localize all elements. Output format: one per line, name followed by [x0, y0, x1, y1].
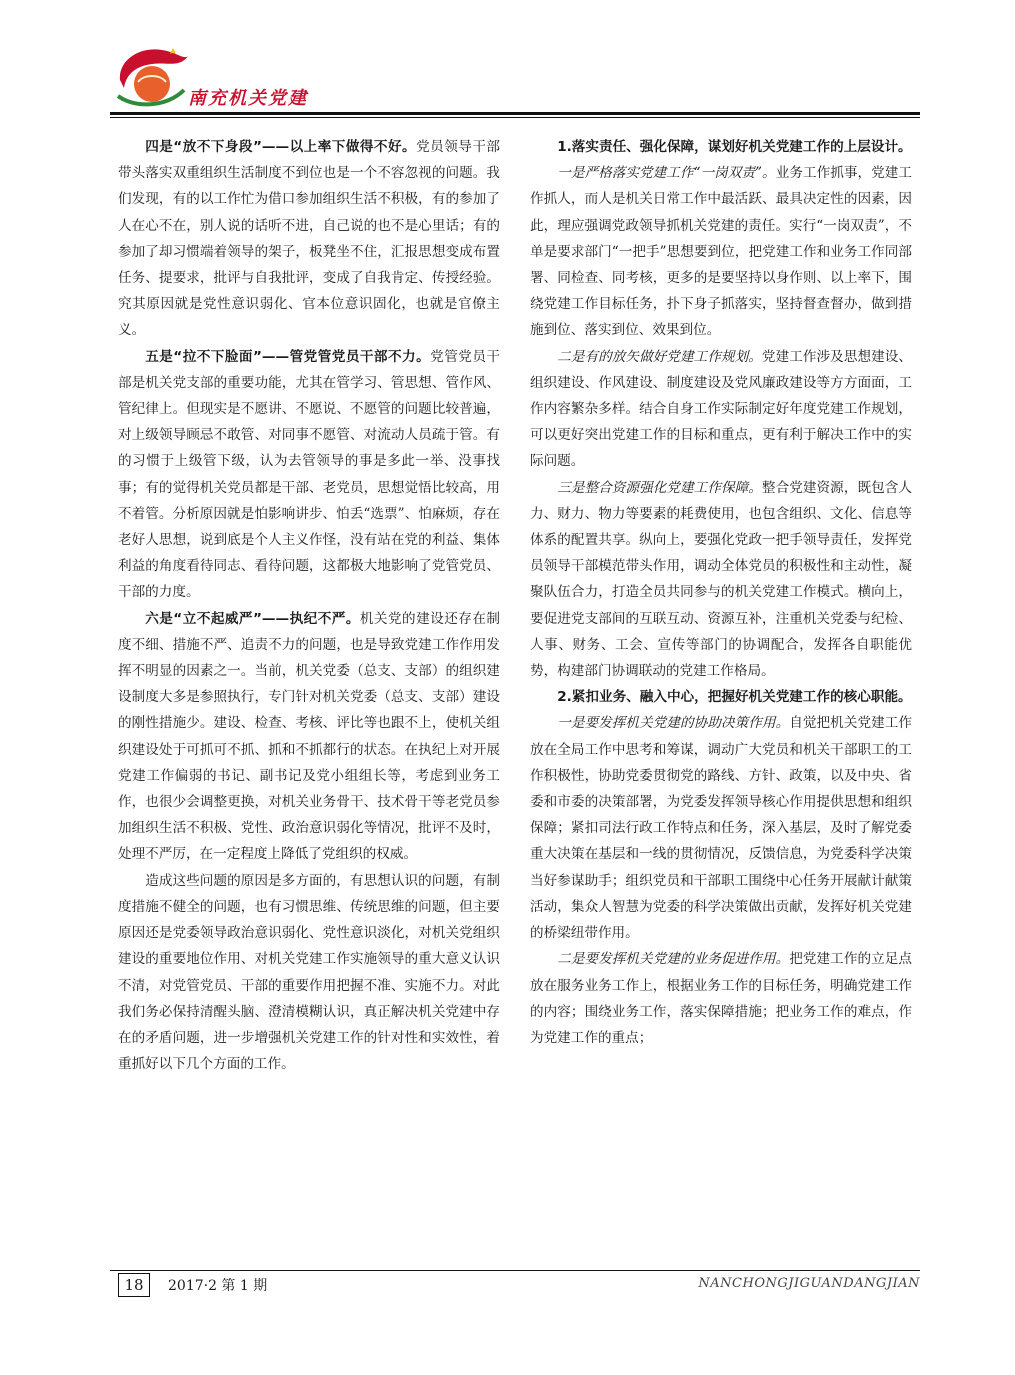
section-heading: 2.紧扣业务、融入中心，把握好机关党建工作的核心职能。 [557, 689, 912, 706]
header-rule [110, 112, 920, 115]
paragraph: 六是“立不起威严”——执纪不严。机关党的建设还存在制度不细、措施不严、追责不力的问题，也是导致党建工作作用发挥不明显的因素之一。当前，机关党委（总支、支部）的组织建设制度大多是参照执行，专门针对机关党委（总支、支部）建设的刚性措施少。建设、检查、考核、评比等也跟不上，使机关组织建设处于可抓可不抓、抓和不抓都行的状态。在执纪上对开展党建工作偏弱的书记、副书记及党小组组长等，考虑到业务工作，也很少会调整更换，对机关业务骨干、技术骨干等老党员参加组织生活不积极、党性、政治意识弱化等情况，批评不及时，处理不严厉，在一定程度上降低了党组织的权威。 [118, 610, 500, 863]
issue-label: 2017·2 第 1 期 [168, 1278, 268, 1294]
journal-title: 南充机关党建 [188, 88, 308, 109]
header-rule-thin [110, 117, 920, 118]
paragraph: 二是要发挥机关党建的业务促进作用。把党建工作的立足点放在服务业务工作上，根据业务工作的目标任务，明确党建工作的内容；围绕业务工作，落实保障措施；把业务工作的难点，作为党建工作的重点； [530, 951, 913, 1046]
left-column [118, 134, 500, 1077]
paragraph: 三是整合资源强化党建工作保障。整合党建资源，既包含人力、财力、物力等要素的耗费使用，也包含组织、文化、信息等体系的配置共享。纵向上，要强化党政一把手领导责任，发挥党员领导干部模范带头作用，调动全体党员的积极性和主动性，凝聚队伍合力，打造全员共同参与的机关党建工作模式。横向上，要促进党支部间的互联互动、资源互补，注重机关党委与纪检、人事、财务、工会、宣传等部门的协调配合，发挥各自职能优势，构建部门协调联动的党建工作格局。 [530, 479, 913, 680]
paragraph: 一是要发挥机关党建的协助决策作用。自觉把机关党建工作放在全局工作中思考和筹谋，调动广大党员和机关干部职工的工作积极性，协助党委贯彻党的路线、方针、政策，以及中央、省委和市委的决策部署，为党委发挥领导核心作用提供思想和组织保障；紧扣司法行政工作特点和任务，深入基层，及时了解党委重大决策在基层和一线的贯彻情况，反馈信息，为党委科学决策当好参谋助手；组织党员和干部职工围绕中心任务开展献计献策活动，集众人智慧为党委的科学决策做出贡献，发挥好机关党建的桥梁纽带作用。 [530, 715, 913, 942]
paragraph: 造成这些问题的原因是多方面的，有思想认识的问题，有制度措施不健全的问题，也有习惯思维、传统思维的问题，但主要原因还是党委领导政治意识弱化、党性意识淡化，对机关党组织建设的重要地位作用、对机关党建工作实施领导的重大意义认识不清，对党管党员、干部的重要作用把握不准、实施不力。对此我们务必保持清醒头脑、澄清模糊认识，真正解决机关党建中存在的矛盾问题，进一步增强机关党建工作的针对性和实效性，着重抓好以下几个方面的工作。 [118, 872, 500, 1073]
paragraph: 二是有的放矢做好党建工作规划。党建工作涉及思想建设、组织建设、作风建设、制度建设及党风廉政建设等方方面面，工作内容繁杂多样。结合自身工作实际制定好年度党建工作规划，可以更好突出党建工作的目标和重点，更有利于解决工作中的实际问题。 [530, 348, 913, 470]
journal-logo-icon [110, 38, 195, 118]
journal-name-en: NANCHONGJIGUANDANGJIAN [698, 1276, 920, 1291]
paragraph: 一是严格落实党建工作“一岗双责”。业务工作抓事，党建工作抓人，而人是机关日常工作中最活跃、最具决定性的因素，因此，理应强调党政领导抓机关党建的责任。实行“一岗双责”，不单是要求部门“一把手”思想要到位，把党建工作和业务工作同部署、同检查、同考核，更多的是要坚持以身作则、以上率下，围绕党建工作目标任务，扑下身子抓落实，坚持督查督办，做到措施到位、落实到位、效果到位。 [530, 165, 912, 339]
page-number: 18 [118, 1273, 150, 1297]
page-header [110, 38, 920, 118]
footer-rule [110, 1270, 920, 1271]
paragraph: 四是“放不下身段”——以上率下做得不好。党员领导干部带头落实双重组织生活制度不到位也是一个不容忽视的问题。我们发现，有的以工作忙为借口参加组织生活不积极，有的参加了人在心不在，别人说的话听不进，自己说的也不是心里话；有的参加了却习惯端着领导的架子，板凳坐不住，汇报思想变成布置任务、提要求，批评与自我批评，变成了自我肯定、传授经验。究其原因就是党性意识弱化、官本位意识固化，也就是官僚主义。 [118, 139, 500, 339]
right-column [530, 134, 912, 1051]
paragraph: 五是“拉不下脸面”——管党管党员干部不力。党管党员干部是机关党支部的重要功能，尤其在管学习、管思想、管作风、管纪律上。但现实是不愿讲、不愿说、不愿管的问题比较普遍，对上级领导顾忌不敢管、对同事不愿管、对流动人员疏于管。有的习惯于上级管下级，认为去管领导的事是多此一举、没事找事；有的觉得机关党员都是干部、老党员，思想觉悟比较高，用不着管。分析原因就是怕影响讲步、怕丢“选票”、怕麻烦，存在老好人思想，说到底是个人主义作怪，没有站在党的利益、集体利益的角度看待同志、看待问题，这都极大地影响了党管党员、干部的力度。 [118, 348, 500, 601]
section-heading: 1.落实责任、强化保障，谋划好机关党建工作的上层设计。 [557, 139, 912, 155]
